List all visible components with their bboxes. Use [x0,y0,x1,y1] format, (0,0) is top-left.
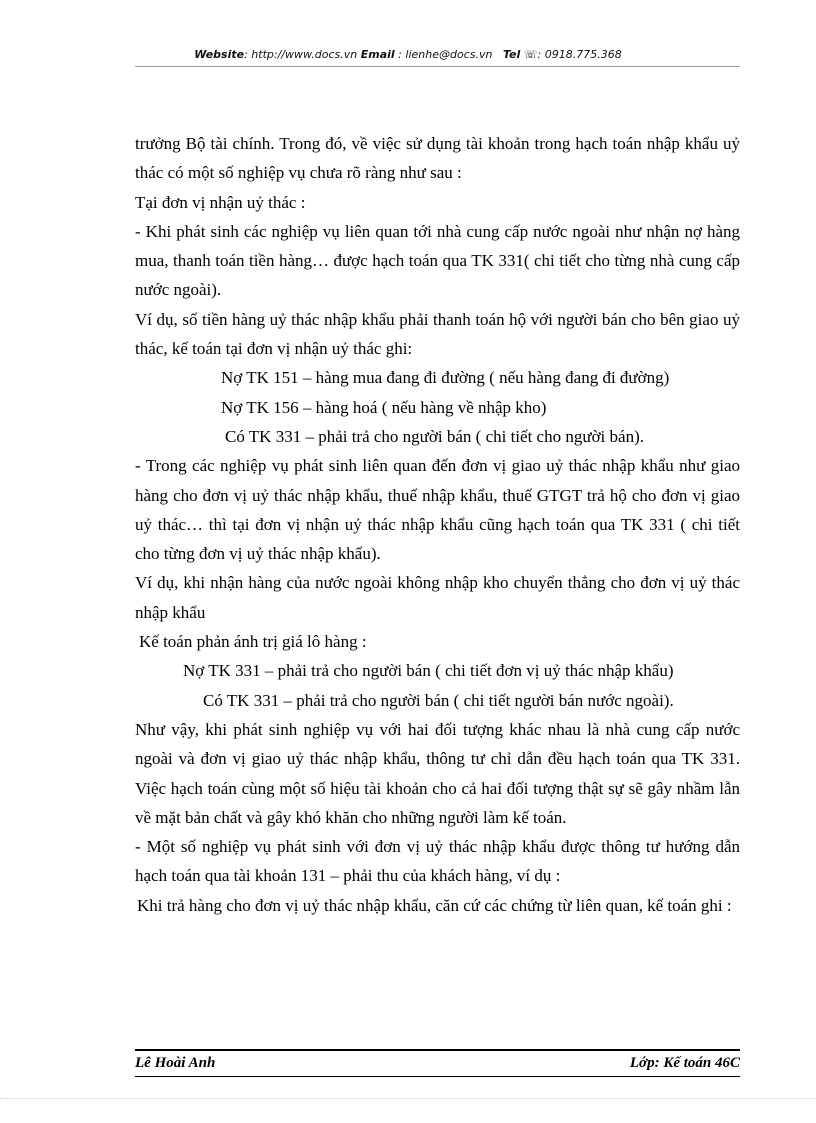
journal-entry: Có TK 331 – phải trả cho người bán ( chi tiết cho người bán). [225,426,644,446]
email-label: Email [360,48,395,61]
document-body [135,129,740,920]
website-label: Website [194,48,245,61]
tel-value: : 0918.775.368 [537,48,622,61]
paragraph: Ví dụ, số tiền hàng uỷ thác nhập khẩu phải thanh toán hộ với người bán cho bên giao uỷ thác, kế toán tại đơn vị nhận uỷ thác ghi: [135,309,740,359]
tel-label: Tel [502,48,521,61]
footer-class: Lớp: Kế toán 46C [629,1055,740,1071]
email-value: : lienhe@docs.vn [394,48,493,61]
footer-author: Lê Hoài Anh [135,1055,216,1071]
paragraph: Ví dụ, khi nhận hàng của nước ngoài không nhập kho chuyển thẳng cho đơn vị uỷ thác nhập khẩu [135,573,740,622]
paragraph: Khi trả hàng cho đơn vị uỷ thác nhập khẩu, căn cứ các chứng từ liên quan, kế toán ghi : [137,895,732,915]
journal-entry: Nợ TK 156 – hàng hoá ( nếu hàng về nhập kho) [221,397,547,417]
paragraph: Như vậy, khi phát sinh nghiệp vụ với hai đối tượng khác nhau là nhà cung cấp nước ngoài và đơn vị giao uỷ thác nhập khẩu, thông tư chỉ dẫn đều hạch toán qua TK 331. Việc hạch toán cùng một số hiệu tài khoản cho cả hai đối tượng thật sự sẽ gây nhầm lẫn về mặt bản chất và gây khó khăn cho những người làm kế toán. [135,719,740,827]
paragraph: Kế toán phản ánh trị giá lô hàng : [139,632,367,652]
header-divider [135,66,740,67]
page-header [0,48,816,61]
journal-entry: Có TK 331 – phải trả cho người bán ( chi tiết người bán nước ngoài). [203,690,674,710]
page-footer [135,1055,740,1072]
paragraph: - Trong các nghiệp vụ phát sinh liên quan đến đơn vị giao uỷ thác nhập khẩu như giao hàng cho đơn vị uỷ thác nhập khẩu, thuế nhập khẩu, thuế GTGT trả hộ cho đơn vị giao uỷ thác… thì tại đơn vị nhận uỷ thác nhập khẩu cũng hạch toán qua TK 331 ( chi tiết cho từng đơn vị uỷ thác nhập khẩu). [135,456,740,564]
phone-icon: ☏ [523,48,538,61]
website-value: : http://www.docs.vn [244,48,358,61]
paragraph: - Một số nghiệp vụ phát sinh với đơn vị uỷ thác nhập khẩu được thông tư hướng dẫn hạch toán qua tài khoản 131 – phải thu của khách hàng, ví dụ : [135,837,740,886]
paragraph: Tại đơn vị nhận uỷ thác : [135,192,306,212]
page-edge-divider [0,1098,816,1099]
journal-entry: Nợ TK 151 – hàng mua đang đi đường ( nếu hàng đang đi đường) [221,368,670,388]
footer-divider [135,1049,740,1051]
paragraph: - Khi phát sinh các nghiệp vụ liên quan tới nhà cung cấp nước ngoài như nhận nợ hàng mua, thanh toán tiền hàng… được hạch toán qua TK 331( chi tiết cho từng nhà cung cấp nước ngoài). [135,221,740,300]
paragraph: trưởng Bộ tài chính. Trong đó, về việc sử dụng tài khoản trong hạch toán nhập khẩu uỷ thác có một số nghiệp vụ chưa rõ ràng như sau : [135,134,740,183]
footer-divider [135,1076,740,1077]
journal-entry: Nợ TK 331 – phải trả cho người bán ( chi tiết đơn vị uỷ thác nhập khẩu) [183,661,674,681]
